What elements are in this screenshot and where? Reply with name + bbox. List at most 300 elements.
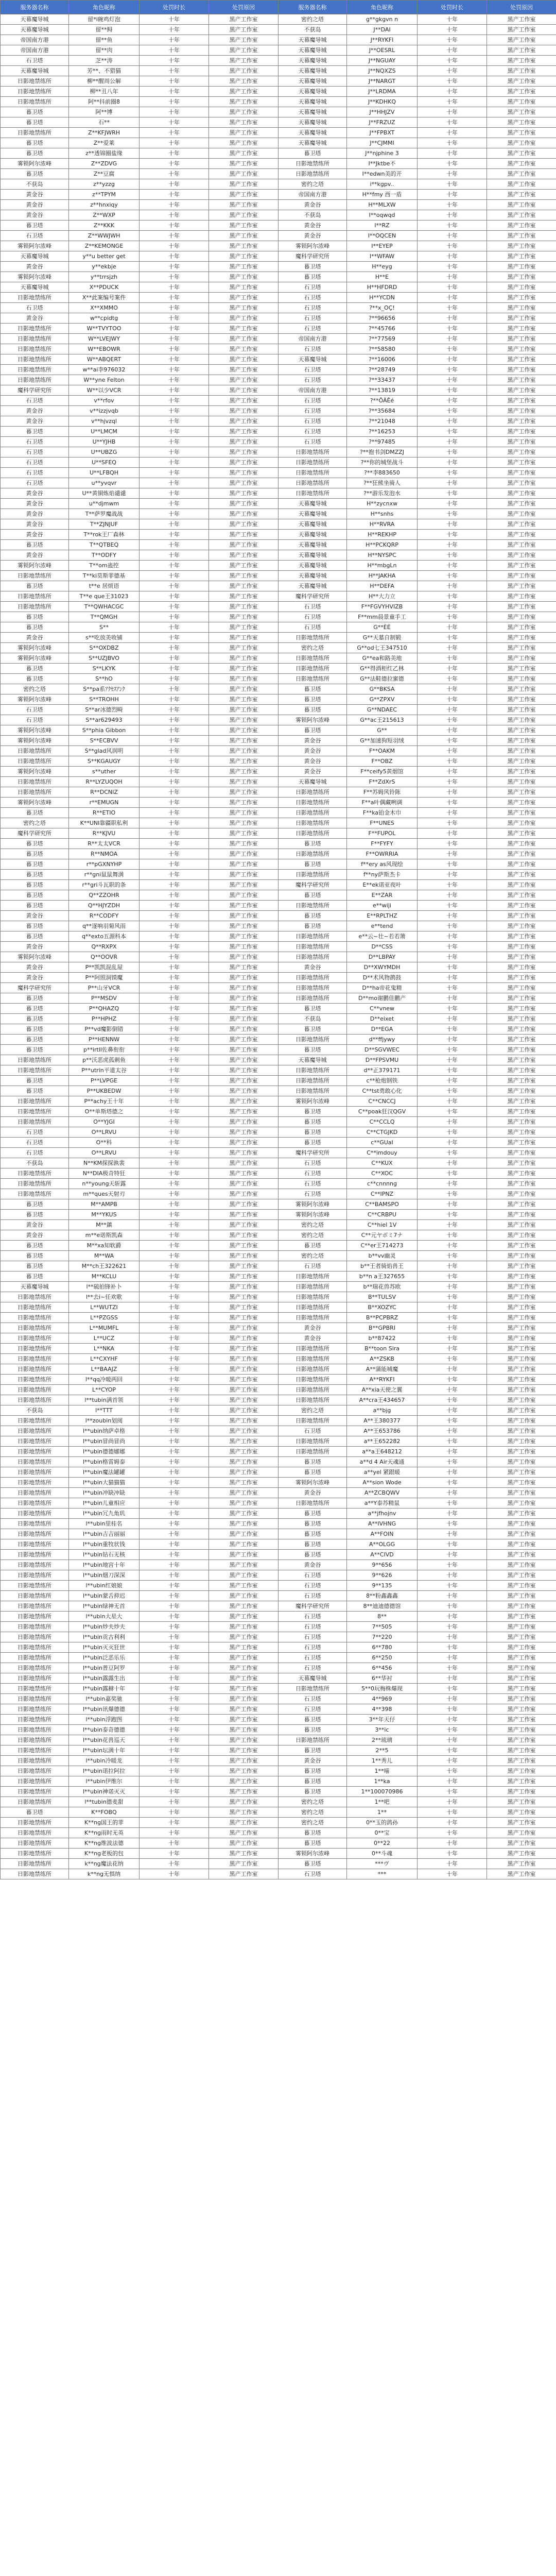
- role-name-cell: F**苏姆风铃陈: [347, 787, 418, 798]
- punish-reason-cell: 黑产工作室: [487, 1859, 556, 1869]
- punish-reason-cell: 黑产工作室: [209, 200, 279, 210]
- role-name-cell: b**vv幽灵: [347, 1251, 418, 1261]
- table-row: [1, 1323, 556, 1333]
- punish-duration-cell: 十年: [140, 35, 209, 45]
- punish-duration-cell: 十年: [140, 272, 209, 282]
- role-name-cell: 阿**抖前圈8: [69, 97, 140, 107]
- table-row: [1, 1282, 556, 1292]
- server-name-cell: 密约之塔: [279, 1230, 347, 1241]
- punish-duration-cell: 十年: [418, 859, 487, 870]
- server-name-cell: 暮卫塔: [279, 684, 347, 694]
- table-row: [1, 1550, 556, 1560]
- punish-duration-cell: 十年: [418, 1405, 487, 1416]
- server-name-cell: 日影地禁练所: [279, 664, 347, 674]
- role-name-cell: l**ubin冒尚冒尚: [69, 1436, 140, 1447]
- punish-reason-cell: 黑产工作室: [209, 159, 279, 169]
- punish-reason-cell: 黑产工作室: [487, 396, 556, 406]
- table-row: [1, 942, 556, 952]
- punish-reason-cell: 黑产工作室: [487, 1086, 556, 1096]
- punish-duration-cell: 十年: [418, 973, 487, 983]
- table-row: [1, 1560, 556, 1570]
- role-name-cell: U**SFEQ: [69, 457, 140, 468]
- punish-duration-cell: 十年: [418, 1715, 487, 1725]
- server-name-cell: 日影地禁练所: [1, 1601, 69, 1612]
- table-row: [1, 1539, 556, 1550]
- punish-duration-cell: 十年: [418, 1426, 487, 1436]
- punish-duration-cell: 十年: [418, 1323, 487, 1333]
- punish-duration-cell: 十年: [418, 602, 487, 612]
- server-name-cell: 石卫塔: [1, 705, 69, 715]
- punish-reason-cell: 黑产工作室: [209, 1065, 279, 1076]
- role-name-cell: 5**0玩梅株爆现: [347, 1684, 418, 1694]
- punish-duration-cell: 十年: [418, 952, 487, 962]
- role-name-cell: l**ubin诺拉阿拉: [69, 1766, 140, 1776]
- role-name-cell: 6**456: [347, 1663, 418, 1673]
- punish-reason-cell: 黑产工作室: [487, 633, 556, 643]
- punish-reason-cell: 黑产工作室: [487, 798, 556, 808]
- punish-duration-cell: 十年: [418, 1467, 487, 1478]
- role-name-cell: l**ubin灭灭狂世: [69, 1642, 140, 1653]
- role-name-cell: l**ubin普豆阿罗: [69, 1663, 140, 1673]
- punish-reason-cell: 黑产工作室: [209, 1591, 279, 1601]
- punish-duration-cell: 十年: [418, 1117, 487, 1127]
- punish-duration-cell: 十年: [418, 1539, 487, 1550]
- punish-reason-cell: 黑产工作室: [487, 911, 556, 921]
- table-row: [1, 1261, 556, 1272]
- punish-duration-cell: 十年: [140, 1241, 209, 1251]
- punish-duration-cell: 十年: [140, 1230, 209, 1241]
- server-name-cell: 日影地禁练所: [1, 1653, 69, 1663]
- punish-reason-cell: 黑产工作室: [209, 1076, 279, 1086]
- role-name-cell: J**KDHKQ: [347, 97, 418, 107]
- punish-reason-cell: 黑产工作室: [487, 993, 556, 1004]
- table-row: [1, 499, 556, 509]
- role-name-cell: J**NARGT: [347, 76, 418, 87]
- server-name-cell: 雾锁阿尔浓峰: [1, 736, 69, 746]
- punish-duration-cell: 十年: [418, 942, 487, 952]
- role-name-cell: O**LRVU: [69, 1148, 140, 1158]
- server-name-cell: 日影地禁练所: [279, 1395, 347, 1405]
- role-name-cell: D**术风物鹊鼓: [347, 973, 418, 983]
- role-name-cell: l**tubin德麦甜: [69, 1797, 140, 1807]
- server-name-cell: 日影地禁练所: [279, 1364, 347, 1375]
- role-name-cell: A**OLGG: [347, 1539, 418, 1550]
- punish-duration-cell: 十年: [140, 334, 209, 344]
- punish-reason-cell: 黑产工作室: [487, 1704, 556, 1715]
- table-row: [1, 148, 556, 159]
- punish-duration-cell: 十年: [418, 1416, 487, 1426]
- role-name-cell: L**PZGSS: [69, 1313, 140, 1323]
- role-name-cell: S**KGAUGY: [69, 756, 140, 767]
- server-name-cell: 暮卫塔: [279, 1529, 347, 1539]
- punish-reason-cell: 黑产工作室: [209, 1776, 279, 1787]
- table-row: [1, 694, 556, 705]
- punish-duration-cell: 十年: [140, 983, 209, 993]
- punish-reason-cell: 黑产工作室: [487, 787, 556, 798]
- punish-reason-cell: 黑产工作室: [487, 1065, 556, 1076]
- punish-duration-cell: 十年: [140, 1560, 209, 1570]
- punish-duration-cell: 十年: [140, 1344, 209, 1354]
- server-name-cell: 日影地禁练所: [1, 1684, 69, 1694]
- role-name-cell: ?**抱书剑DMZZJ: [347, 447, 418, 457]
- server-name-cell: 暮卫塔: [279, 694, 347, 705]
- punish-duration-cell: 十年: [418, 221, 487, 231]
- role-name-cell: Z**KKK: [69, 221, 140, 231]
- server-name-cell: 暮卫塔: [279, 1004, 347, 1014]
- punish-reason-cell: 黑产工作室: [209, 890, 279, 901]
- punish-reason-cell: 黑产工作室: [487, 1570, 556, 1581]
- punish-duration-cell: 十年: [418, 1869, 487, 1879]
- punish-duration-cell: 十年: [418, 664, 487, 674]
- server-name-cell: 石卫塔: [279, 1622, 347, 1632]
- server-name-cell: 黄金谷: [279, 756, 347, 767]
- punish-duration-cell: 十年: [418, 839, 487, 849]
- server-name-cell: 日影地禁练所: [279, 1684, 347, 1694]
- punish-reason-cell: 黑产工作室: [209, 1735, 279, 1745]
- table-row: [1, 746, 556, 756]
- table-row: [1, 1436, 556, 1447]
- punish-reason-cell: 黑产工作室: [487, 746, 556, 756]
- server-name-cell: 日影地禁练所: [1, 1447, 69, 1457]
- punish-duration-cell: 十年: [418, 1065, 487, 1076]
- server-name-cell: 暮卫塔: [1, 839, 69, 849]
- table-row: [1, 530, 556, 540]
- punish-duration-cell: 十年: [140, 952, 209, 962]
- punish-reason-cell: 黑产工作室: [209, 839, 279, 849]
- server-name-cell: 黄金谷: [1, 499, 69, 509]
- server-name-cell: 石卫塔: [1, 457, 69, 468]
- punish-duration-cell: 十年: [140, 777, 209, 787]
- punish-duration-cell: 十年: [140, 1292, 209, 1302]
- table-row: [1, 880, 556, 890]
- role-name-cell: Z**KEMONGE: [69, 241, 140, 251]
- server-name-cell: 日影地禁练所: [279, 488, 347, 499]
- role-name-cell: d**正379171: [347, 1065, 418, 1076]
- table-row: [1, 705, 556, 715]
- role-name-cell: M**AMPB: [69, 1199, 140, 1210]
- punish-reason-cell: 黑产工作室: [487, 159, 556, 169]
- role-name-cell: 9**656: [347, 1560, 418, 1570]
- punish-reason-cell: 黑产工作室: [487, 530, 556, 540]
- role-name-cell: K**ng国王的菲: [69, 1818, 140, 1828]
- punish-reason-cell: 黑产工作室: [209, 1333, 279, 1344]
- server-name-cell: 石卫塔: [279, 612, 347, 622]
- server-name-cell: 石卫塔: [1, 1127, 69, 1138]
- punish-duration-cell: 十年: [140, 1035, 209, 1045]
- role-name-cell: D**ha帝花鬼精: [347, 983, 418, 993]
- punish-reason-cell: 黑产工作室: [487, 612, 556, 622]
- table-row: [1, 1807, 556, 1818]
- role-name-cell: l**ubin冲缺冲缺: [69, 1488, 140, 1498]
- server-name-cell: 暮卫塔: [279, 1127, 347, 1138]
- server-name-cell: 暮卫塔: [1, 1004, 69, 1014]
- punish-duration-cell: 十年: [418, 25, 487, 35]
- punish-reason-cell: 黑产工作室: [487, 1344, 556, 1354]
- server-name-cell: 石卫塔: [279, 375, 347, 385]
- punish-reason-cell: 黑产工作室: [487, 1127, 556, 1138]
- server-name-cell: 暮卫塔: [1, 859, 69, 870]
- punish-reason-cell: 黑产工作室: [487, 437, 556, 447]
- punish-reason-cell: 黑产工作室: [209, 633, 279, 643]
- punish-reason-cell: 黑产工作室: [487, 715, 556, 725]
- table-row: [1, 1076, 556, 1086]
- punish-reason-cell: 黑产工作室: [487, 1622, 556, 1632]
- server-name-cell: 密约之塔: [1, 684, 69, 694]
- punish-duration-cell: 十年: [418, 66, 487, 76]
- punish-reason-cell: 黑产工作室: [209, 705, 279, 715]
- punish-duration-cell: 十年: [418, 1189, 487, 1199]
- punish-reason-cell: 黑产工作室: [209, 1653, 279, 1663]
- punish-duration-cell: 十年: [418, 1653, 487, 1663]
- role-name-cell: e**云~壮~若若箫: [347, 931, 418, 942]
- punish-duration-cell: 十年: [418, 488, 487, 499]
- table-row: [1, 437, 556, 447]
- punish-reason-cell: 黑产工作室: [209, 87, 279, 97]
- punish-duration-cell: 十年: [140, 1735, 209, 1745]
- table-row: [1, 1601, 556, 1612]
- table-row: [1, 138, 556, 148]
- server-name-cell: 石卫塔: [279, 1642, 347, 1653]
- role-name-cell: l**ubin魔法罐罐: [69, 1467, 140, 1478]
- table-row: [1, 1024, 556, 1035]
- role-name-cell: 1**秀儿: [347, 1756, 418, 1766]
- server-name-cell: 日影地禁练所: [1, 1591, 69, 1601]
- punish-duration-cell: 十年: [418, 1096, 487, 1107]
- role-name-cell: z**yzzg: [69, 179, 140, 190]
- server-name-cell: 黄金谷: [279, 746, 347, 756]
- server-name-cell: 暮卫塔: [1, 1014, 69, 1024]
- server-name-cell: 黄金谷: [1, 200, 69, 210]
- punish-reason-cell: 黑产工作室: [209, 499, 279, 509]
- role-name-cell: ?**28749: [347, 365, 418, 375]
- table-row: [1, 1014, 556, 1024]
- punish-duration-cell: 十年: [140, 1045, 209, 1055]
- server-name-cell: 日影地禁练所: [279, 870, 347, 880]
- table-row: [1, 313, 556, 324]
- punish-duration-cell: 十年: [418, 128, 487, 138]
- role-name-cell: S**ar冰德烈畸: [69, 705, 140, 715]
- server-name-cell: 雾锁阿尔浓峰: [279, 1096, 347, 1107]
- punish-duration-cell: 十年: [140, 1601, 209, 1612]
- punish-duration-cell: 十年: [418, 870, 487, 880]
- punish-duration-cell: 十年: [140, 1024, 209, 1035]
- role-name-cell: f**ery as风现绘: [347, 859, 418, 870]
- server-name-cell: 日影地禁练所: [279, 787, 347, 798]
- table-row: [1, 272, 556, 282]
- punish-duration-cell: 十年: [140, 1004, 209, 1014]
- server-name-cell: 日影地禁练所: [279, 1035, 347, 1045]
- punish-duration-cell: 十年: [140, 416, 209, 427]
- server-name-cell: 暮卫塔: [279, 1509, 347, 1519]
- table-row: [1, 1292, 556, 1302]
- role-name-cell: F**FGVYHVIZB: [347, 602, 418, 612]
- role-name-cell: U**黄铜炼焰谴谴: [69, 488, 140, 499]
- role-name-cell: l**qq冷暖两回: [69, 1375, 140, 1385]
- punish-duration-cell: 十年: [418, 1107, 487, 1117]
- punish-reason-cell: 黑产工作室: [209, 365, 279, 375]
- punish-duration-cell: 十年: [140, 97, 209, 107]
- punish-reason-cell: 黑产工作室: [487, 777, 556, 787]
- server-name-cell: 黄金谷: [1, 911, 69, 921]
- punish-duration-cell: 十年: [418, 35, 487, 45]
- punish-duration-cell: 十年: [418, 591, 487, 602]
- table-row: [1, 1096, 556, 1107]
- punish-duration-cell: 十年: [418, 1354, 487, 1364]
- table-row: [1, 1715, 556, 1725]
- punish-duration-cell: 十年: [418, 1694, 487, 1704]
- table-row: [1, 674, 556, 684]
- punish-duration-cell: 十年: [418, 880, 487, 890]
- table-row: [1, 375, 556, 385]
- server-name-cell: 日影地禁练所: [279, 983, 347, 993]
- server-name-cell: 石卫塔: [279, 406, 347, 416]
- server-name-cell: 日影地禁练所: [279, 1416, 347, 1426]
- table-row: [1, 200, 556, 210]
- table-row: [1, 1158, 556, 1168]
- punish-duration-cell: 十年: [418, 983, 487, 993]
- table-row: [1, 581, 556, 591]
- table-row: [1, 1684, 556, 1694]
- punish-reason-cell: 黑产工作室: [487, 664, 556, 674]
- server-name-cell: 暮卫塔: [1, 581, 69, 591]
- punish-duration-cell: 十年: [140, 633, 209, 643]
- punish-reason-cell: 黑产工作室: [487, 1313, 556, 1323]
- server-name-cell: 暮卫塔: [279, 148, 347, 159]
- role-name-cell: 1**ka: [347, 1776, 418, 1787]
- role-name-cell: 2**5: [347, 1745, 418, 1756]
- server-name-cell: 天幕魔导城: [279, 87, 347, 97]
- punish-reason-cell: 黑产工作室: [487, 1457, 556, 1467]
- role-name-cell: R**DCNIZ: [69, 787, 140, 798]
- server-name-cell: 暮卫塔: [1, 427, 69, 437]
- role-name-cell: H**zycnxw: [347, 499, 418, 509]
- server-name-cell: 石卫塔: [279, 344, 347, 354]
- role-name-cell: K**ng维波法德: [69, 1838, 140, 1849]
- server-name-cell: 天幕魔导城: [279, 76, 347, 87]
- role-name-cell: A**王380377: [347, 1416, 418, 1426]
- table-row: [1, 1395, 556, 1405]
- server-name-cell: 日影地禁练所: [279, 808, 347, 818]
- role-name-cell: T**QMGH: [69, 612, 140, 622]
- server-name-cell: 石卫塔: [279, 365, 347, 375]
- table-row: [1, 1447, 556, 1457]
- role-name-cell: ?**96656: [347, 313, 418, 324]
- punish-duration-cell: 十年: [140, 1457, 209, 1467]
- punish-reason-cell: 黑产工作室: [209, 221, 279, 231]
- punish-duration-cell: 十年: [140, 1653, 209, 1663]
- punish-reason-cell: 黑产工作室: [487, 540, 556, 550]
- server-name-cell: 日影地禁练所: [1, 1416, 69, 1426]
- punish-duration-cell: 十年: [140, 561, 209, 571]
- punish-reason-cell: 黑产工作室: [209, 324, 279, 334]
- server-name-cell: 日影地禁练所: [279, 1065, 347, 1076]
- punish-reason-cell: 黑产工作室: [209, 993, 279, 1004]
- server-name-cell: 日影地禁练所: [1, 1292, 69, 1302]
- role-name-cell: L**BAAJZ: [69, 1364, 140, 1375]
- server-name-cell: 日影地禁练所: [1, 591, 69, 602]
- server-name-cell: 日影地禁练所: [279, 169, 347, 179]
- punish-reason-cell: 黑产工作室: [209, 231, 279, 241]
- table-row: [1, 1179, 556, 1189]
- server-name-cell: 暮卫塔: [1, 993, 69, 1004]
- punish-duration-cell: 十年: [418, 1787, 487, 1797]
- server-name-cell: 日影地禁练所: [279, 457, 347, 468]
- punish-reason-cell: 黑产工作室: [487, 416, 556, 427]
- punish-reason-cell: 黑产工作室: [487, 550, 556, 561]
- table-row: [1, 117, 556, 128]
- punish-reason-cell: 黑产工作室: [487, 1653, 556, 1663]
- role-name-cell: ?**16253: [347, 427, 418, 437]
- server-name-cell: 暮卫塔: [279, 921, 347, 931]
- punish-duration-cell: 十年: [140, 519, 209, 530]
- punish-duration-cell: 十年: [140, 1127, 209, 1138]
- role-name-cell: P**UKBEDW: [69, 1086, 140, 1096]
- server-name-cell: 天幕魔导城: [279, 581, 347, 591]
- role-name-cell: e**wiji: [347, 901, 418, 911]
- punish-duration-cell: 十年: [418, 1632, 487, 1642]
- role-name-cell: l**ubin重牧状钱: [69, 1539, 140, 1550]
- role-name-cell: W**ABQERT: [69, 354, 140, 365]
- punish-reason-cell: 黑产工作室: [487, 190, 556, 200]
- punish-reason-cell: 黑产工作室: [487, 1416, 556, 1426]
- server-name-cell: 暮卫塔: [1, 890, 69, 901]
- table-row: [1, 1869, 556, 1879]
- server-name-cell: 天幕魔导城: [1, 282, 69, 293]
- role-name-cell: l**ubin伊维尔: [69, 1776, 140, 1787]
- role-name-cell: M**ch王322621: [69, 1261, 140, 1272]
- role-name-cell: b**瑞花兽苏欧: [347, 1282, 418, 1292]
- punish-duration-cell: 十年: [418, 1447, 487, 1457]
- punish-reason-cell: 黑产工作室: [487, 1364, 556, 1375]
- table-row: [1, 1663, 556, 1673]
- table-row: [1, 1828, 556, 1838]
- role-name-cell: P**凯凯混乱屋: [69, 962, 140, 973]
- role-name-cell: L**MUMFL: [69, 1323, 140, 1333]
- punish-reason-cell: 黑产工作室: [209, 416, 279, 427]
- role-name-cell: J**OESRL: [347, 45, 418, 56]
- punish-reason-cell: 黑产工作室: [487, 1014, 556, 1024]
- table-row: [1, 633, 556, 643]
- role-name-cell: D**mo谢鹏佳鹏产: [347, 993, 418, 1004]
- punish-reason-cell: 黑产工作室: [209, 1807, 279, 1818]
- punish-reason-cell: 黑产工作室: [209, 798, 279, 808]
- server-name-cell: 不获岛: [1, 1158, 69, 1168]
- table-row: [1, 169, 556, 179]
- role-name-cell: G**得酒柜红乙林: [347, 664, 418, 674]
- punish-reason-cell: 黑产工作室: [209, 1694, 279, 1704]
- punish-reason-cell: 黑产工作室: [209, 1725, 279, 1735]
- punish-reason-cell: 黑产工作室: [209, 437, 279, 447]
- role-name-cell: l**ubin吉吉丽丽: [69, 1529, 140, 1539]
- punish-duration-cell: 十年: [418, 890, 487, 901]
- punish-duration-cell: 十年: [418, 798, 487, 808]
- server-name-cell: 石卫塔: [1, 1148, 69, 1158]
- role-name-cell: ***ヴ: [347, 1859, 418, 1869]
- role-name-cell: l**ubin贡古利利: [69, 1632, 140, 1642]
- punish-duration-cell: 十年: [140, 1426, 209, 1436]
- punish-reason-cell: 黑产工作室: [487, 365, 556, 375]
- role-name-cell: l**ubin浮跑图: [69, 1715, 140, 1725]
- table-row: [1, 1776, 556, 1787]
- role-name-cell: H**DEFA: [347, 581, 418, 591]
- punish-duration-cell: 十年: [140, 1715, 209, 1725]
- server-name-cell: 黄金谷: [1, 210, 69, 221]
- server-name-cell: 日影地禁练所: [279, 1354, 347, 1364]
- role-name-cell: F**ka铂金木巾: [347, 808, 418, 818]
- server-name-cell: 暮卫塔: [1, 1086, 69, 1096]
- punish-reason-cell: 黑产工作室: [209, 1138, 279, 1148]
- role-name-cell: H**RVRA: [347, 519, 418, 530]
